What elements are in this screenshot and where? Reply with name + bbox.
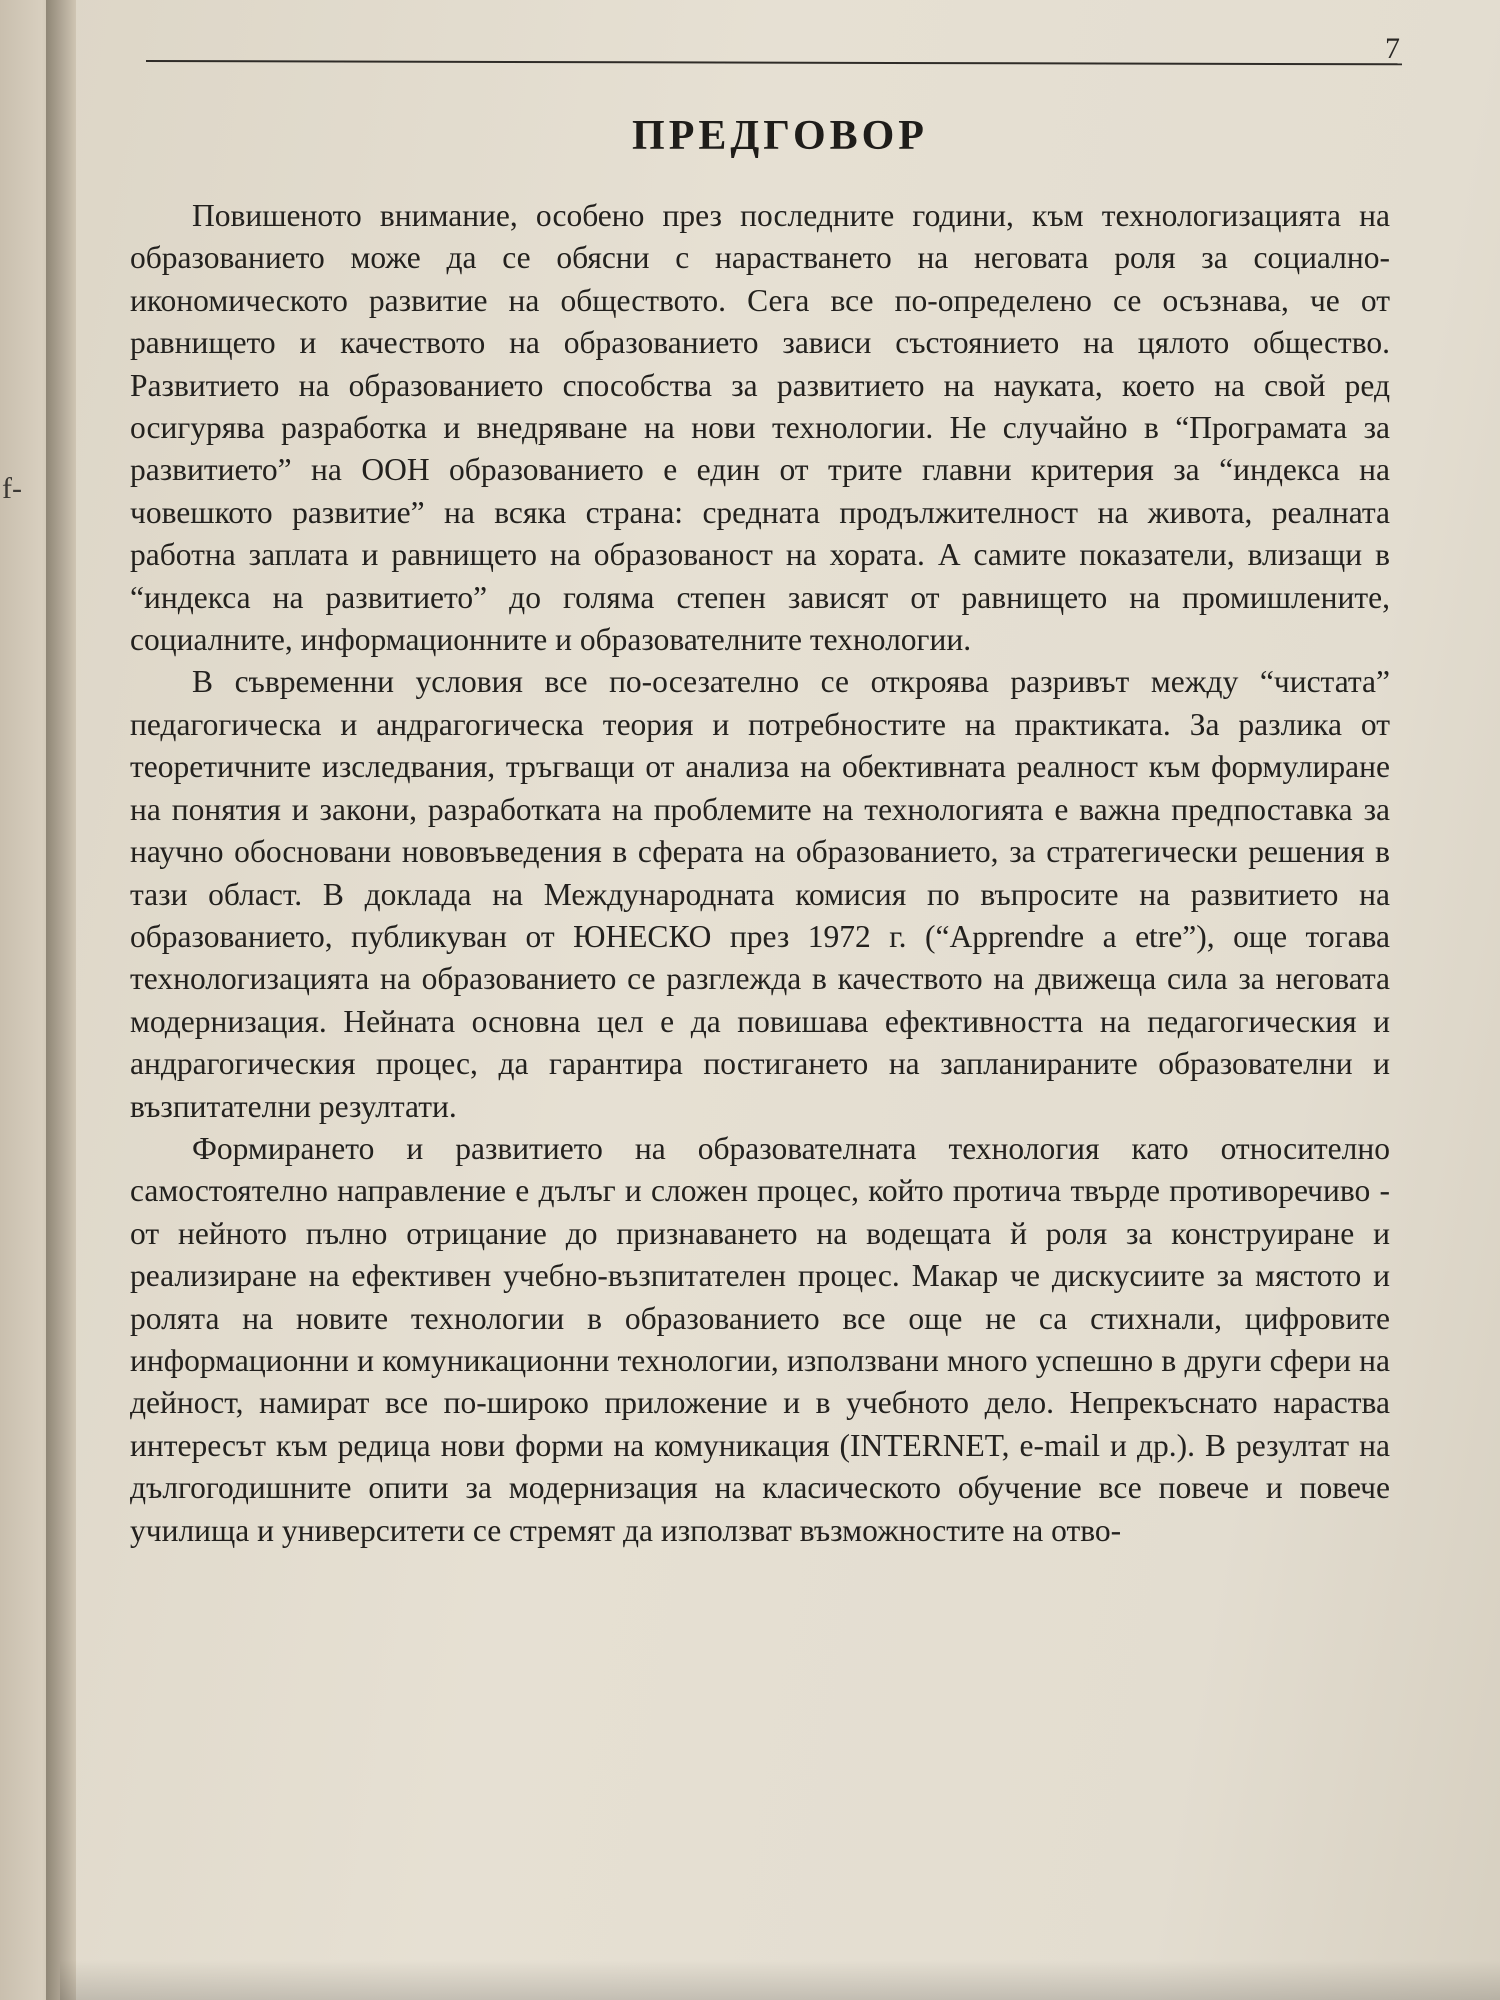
- page-bottom-shadow: [60, 1960, 1500, 2000]
- chapter-title: ПРЕДГОВОР: [632, 113, 928, 159]
- paragraph: Формирането и развитието на образователната технология като относително самостоятелно направление е дълъг и сложен процес, който протича твърде противоречиво - от нейното пълно отрицание до признаването на водещата й роля за конструиране и реализиране на ефективен учебно-възпитателен процес. Макар че дискусиите за мястото и ролята на новите технологии в образованието все още не са стихнали, цифровите информационни и комуникационни технологии, използвани много успешно в други сфери на дейност, намират все по-широко приложение и в учебното дело. Непрекъснато нараства интересът към редица нови форми на комуникация (INTERNET, e-mail и др.). В резултат на дългогодишните опити за модернизация на класическото обучение все повече и повече училища и университети се стремят да използват възможностите на отво-: [130, 1130, 1390, 1548]
- page-number: 7: [1385, 32, 1400, 65]
- paragraph: В съвременни условия все по-осезателно се откроява разривът между “чистата” педагогическа и андрагогическа теория и потребностите на практиката. За разлика от теоретичните изследвания, тръгващи от анализа на обективната реалност към формулиране на понятия и закони, разработката на проблемите на технологията е важна предпоставка за научно обосновани нововъведения в сферата на образованието, за стратегически решения в тази област. В доклада на Международната комисия по въпросите на развитието на образованието, публикуван от ЮНЕСКО през 1972 г. (“Apprendre a etre”), още тогава технологизацията на образованието се разглежда в качеството на движеща сила за неговата модернизация. Нейната основна цел е да повишава ефективността на педагогическия и андрагогическия процес, да гарантира постигането на запланираните образователни и възпитателни резултати.: [130, 664, 1390, 1124]
- book-gutter: [46, 0, 76, 2000]
- paragraph: Повишеното внимание, особено през последните години, към технологизацията на образованието може да се обясни с нарастването на неговата роля за социално-икономическото развитие на обществото. Сега все по-определено се осъзнава, че от равнището и качеството на образованието зависи състоянието на цялото общество. Развитието на образованието способства за развитието на науката, което на свой ред осигурява разработка и внедряване на нови технологии. Не случайно в “Програмата за развитието” на ООН образованието е един от трите главни критерия за “индекса на човешкото развитие” на всяка страна: средната продължителност на живота, реалната работна заплата и равнището на образованост на хората. А самите показатели, влизащи в “индекса на развитието” до голяма степен зависят от равнището на промишлените, социалните, информационните и образователните технологии.: [130, 198, 1390, 658]
- facing-page-mark: f-: [2, 472, 22, 505]
- body-text: [130, 195, 1390, 1552]
